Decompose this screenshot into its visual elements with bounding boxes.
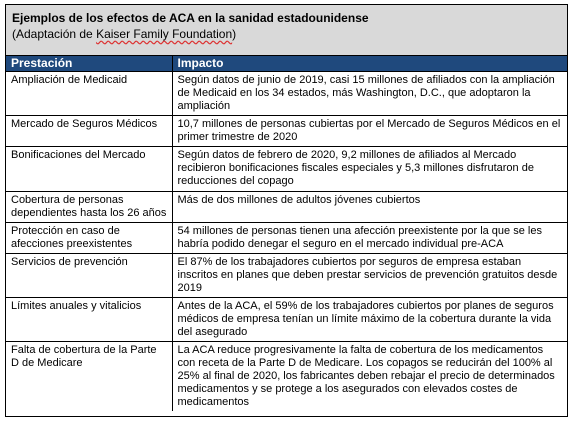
subtitle-source: Kaiser Family Foundation [96, 27, 233, 41]
table-row [6, 254, 567, 298]
header-impacto: Impacto [172, 56, 567, 72]
cell-prestacion: Bonificaciones del Mercado [6, 147, 172, 192]
document-subtitle [12, 26, 561, 42]
cell-prestacion: Falta de cobertura de la Parte D de Medicare [6, 342, 172, 412]
table-row [6, 298, 567, 342]
table-header-row [6, 56, 567, 72]
subtitle-prefix: (Adaptación de [12, 27, 97, 41]
document-table-frame [5, 4, 568, 417]
table-row [6, 192, 567, 223]
table-row [6, 116, 567, 147]
title-box [6, 5, 567, 56]
cell-prestacion: Mercado de Seguros Médicos [6, 116, 172, 147]
subtitle-suffix: ) [232, 27, 237, 41]
cell-prestacion: Ampliación de Medicaid [6, 72, 172, 116]
cell-impacto: La ACA reduce progresivamente la falta de cobertura de los medicamentos con receta de la Parte D de Medicare. Los copagos se reducirán del 100% al 25% al final de 2020, los fabricantes deben rebajar el precio de determinados medicamentos y se protege a los asegurados con elevados costes de medicamentos [177, 344, 555, 408]
cell-impacto: Según datos de febrero de 2020, 9,2 millones de afiliados al Mercado recibieron bonificaciones fiscales especiales y 5,3 millones disfrutaron de reducciones del copago [172, 147, 567, 192]
cell-impacto: Más de dos millones de adultos jóvenes cubiertos [172, 192, 567, 223]
table-row [6, 342, 567, 412]
document-title: Ejemplos de los efectos de ACA en la sanidad estadounidense [12, 11, 369, 25]
cell-prestacion: Protección en caso de afecciones preexistentes [6, 223, 172, 254]
cell-impacto: 10,7 millones de personas cubiertas por el Mercado de Seguros Médicos en el primer trimestre de 2020 [172, 116, 567, 147]
cell-prestacion: Cobertura de personas dependientes hasta los 26 años [6, 192, 172, 223]
table-row [6, 72, 567, 116]
header-prestacion: Prestación [6, 56, 172, 72]
cell-prestacion: Límites anuales y vitalicios [6, 298, 172, 342]
table-row [6, 147, 567, 192]
cell-impacto: Antes de la ACA, el 59% de los trabajadores cubiertos por planes de seguros médicos de empresa tenían un límite máximo de la cobertura durante la vida del asegurado [172, 298, 567, 342]
cell-impacto: El 87% de los trabajadores cubiertos por seguros de empresa estaban inscritos en planes que deben prestar servicios de prevención gratuitos desde 2019 [172, 254, 567, 298]
table-row [6, 223, 567, 254]
cell-impacto: 54 millones de personas tienen una afección preexistente por la que se les habría podido denegar el seguro en el mercado individual pre-ACA [172, 223, 567, 254]
effects-table [6, 56, 567, 411]
cell-prestacion: Servicios de prevención [6, 254, 172, 298]
cell-impacto: Según datos de junio de 2019, casi 15 millones de afiliados con la ampliación de Medicaid en los 34 estados, más Washington, D.C., que adoptaron la ampliación [172, 72, 567, 116]
